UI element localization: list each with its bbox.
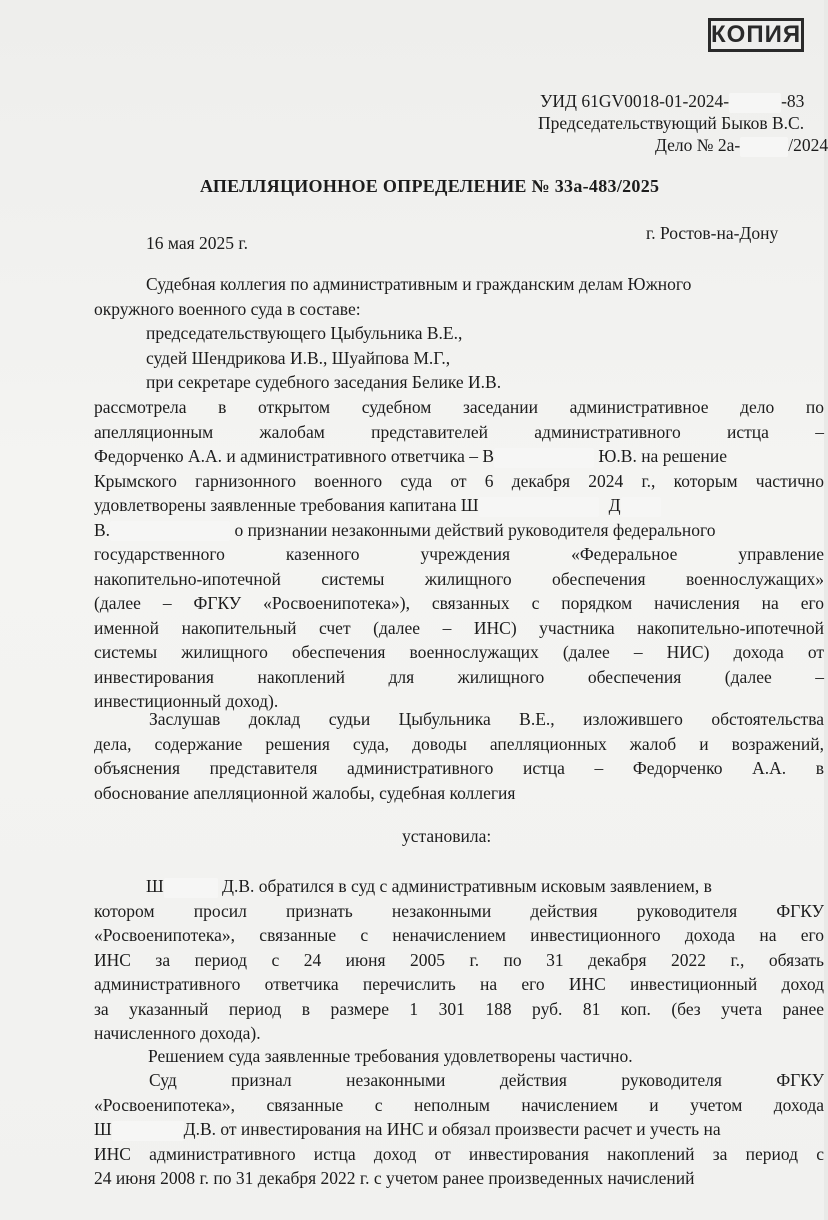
redaction [164, 878, 218, 898]
redaction [740, 137, 788, 157]
decision-summary: Решением суда заявленные требования удовлетворены частично. [148, 1046, 633, 1066]
court-ruling-paragraph: Суд признал незаконными действия руководителя ФГКУ «Росвоенипотека», связанные с неполным начислением и учетом дохода Ш Д.В. от инвестирования на ИНС и обязал произвести расчет и учесть на ИНС административного истца доход от инвестирования накоплений за период с 24 июня 2008 г. по 31 декабря 2022 г. с учетом ранее произведенных начислений [94, 1070, 824, 1188]
court-composition: Судебная коллегия по административным и гражданским делам Южного окружного военного суда в составе: председательствующего Цыбульника В.Е., судей Шендрикова И.В., Шуайпова М.Г., при секретаре судебного заседания Белике И.В. [94, 274, 692, 392]
established-heading: установила: [402, 826, 492, 846]
redaction [729, 93, 781, 113]
case-uid: УИД 61GV0018-01-2024- -83 [540, 91, 805, 111]
presiding-judge-note: Председательствующий Быков В.С. [538, 113, 805, 133]
redaction [479, 497, 599, 517]
redaction [621, 497, 661, 517]
redaction [494, 448, 594, 468]
claim-paragraph: Ш Д.В. обратился в суд с административным исковым заявлением, в котором просил признать незаконными действия руководителя ФГКУ «Росвоенипотека», связанные с неначислением инвестиционного дохода на его ИНС за период с 24 июня 2005 г. по 31 декабря 2022 г., обязать административного ответчика перечислить на его ИНС инвестиционный доход за указанный период в размере 1 301 188 руб. 81 коп. (без учета ранее начисленного дохода). [94, 876, 824, 1043]
hearing-paragraph: Заслушав доклад судьи Цыбульника В.Е., изложившего обстоятельства дела, содержание решения суда, доводы апелляционных жалоб и возражений, объяснения представителя административного истца – Федорченко А.А. в обоснование апелляционной жалобы, судебная коллегия [94, 709, 824, 803]
first-instance-case-number: Дело № 2а- /2024 [655, 135, 828, 155]
document-date: 16 мая 2025 г. [146, 233, 248, 253]
document-title: АПЕЛЛЯЦИОННОЕ ОПРЕДЕЛЕНИЕ № 33а-483/2025 [200, 176, 660, 196]
case-description-paragraph: рассмотрела в открытом судебном заседании административное дело по апелляционным жалобам представителей административного истца – Федорченко А.А. и административного ответчика – В Ю.В. на решение Крымского гарнизонного военного суда от 6 декабря 2024 г., которым частично удовлетворены заявленные требования капитана Ш Д В. о признании незаконными действий руководителя федерального государственного казенного учреждения «Федеральное управление накопительно-ипотечной системы жилищного обеспечения военнослужащих» (далее – ФГКУ «Росвоенипотека»), связанных с порядком начисления на его именной накопительный счет (далее – ИНС) участника накопительно-ипотечной системы жилищного обеспечения военнослужащих (далее – НИС) дохода от инвестирования накоплений для жилищного обеспечения (далее – инвестиционный доход). [94, 397, 824, 711]
redaction [112, 1121, 184, 1141]
copy-stamp: КОПИЯ [708, 18, 804, 52]
document-city: г. Ростов-на-Дону [646, 223, 779, 243]
redaction [110, 521, 230, 541]
